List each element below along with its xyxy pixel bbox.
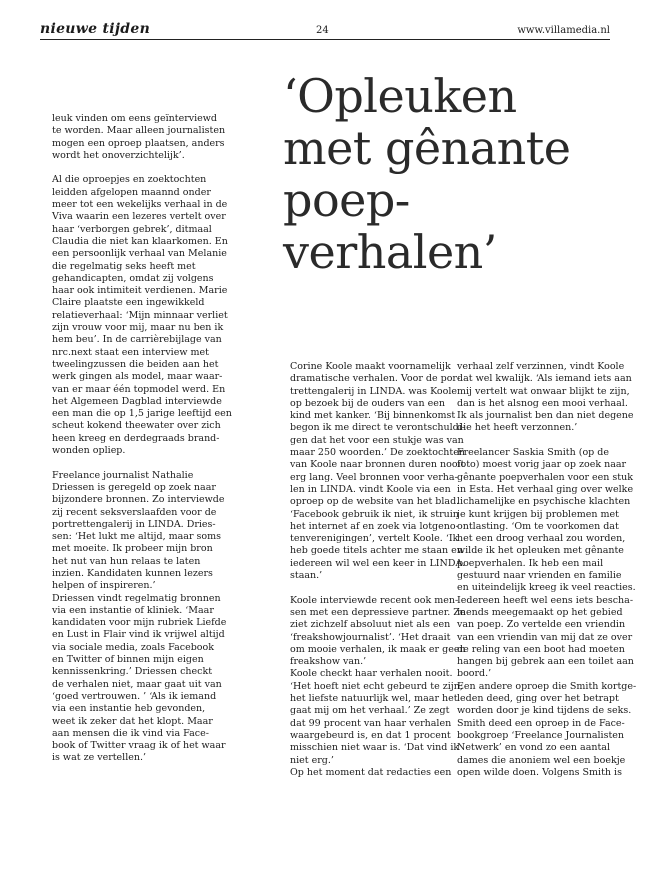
- text-line: het een droog verhaal zou worden,: [457, 533, 626, 545]
- text-line: poepverhalen. Ik heb een mail: [457, 557, 604, 569]
- text-line: om mooie verhalen, ik maak er geen: [290, 643, 466, 655]
- text-line: Koole interviewde recent ook men-: [290, 594, 459, 606]
- article-paragraph: [52, 174, 232, 457]
- text-line: aan mensen die ik vind via Face-: [52, 727, 209, 739]
- text-line: staan.’: [290, 570, 323, 582]
- text-line: sen: ‘Het lukt me altijd, maar soms: [52, 531, 222, 543]
- text-line: haar ook intimiteit verdienen. Marie: [52, 285, 228, 297]
- text-line: ontlasting. ‘Om te voorkomen dat: [457, 520, 619, 532]
- text-line: via sociale media, zoals Facebook: [52, 641, 214, 653]
- text-line: Claudia die niet kan klaarkomen. En: [52, 235, 228, 247]
- magazine-section-title: nieuwe tijden: [40, 21, 151, 37]
- text-line: een man die op 1,5 jarige leeftijd een: [52, 408, 232, 420]
- text-line: gehandicapten, omdat zij volgens: [52, 272, 214, 284]
- text-line: zijn vrouw voor mij, maar nu ben ik: [52, 322, 224, 334]
- text-line: erg lang. Veel bronnen voor verha-: [290, 471, 458, 483]
- text-line: lichamelijke en psychische klachten: [457, 496, 631, 508]
- text-line: tenverenigingen’, vertelt Koole. ‘Ik: [290, 533, 459, 545]
- text-line: Freelancer Saskia Smith (op de: [457, 447, 609, 459]
- text-line: hangen bij gebrek aan een toilet aan: [457, 656, 634, 668]
- text-line: werk gingen als model, maar waar-: [52, 371, 223, 383]
- headline-line: verhalen’: [283, 225, 497, 279]
- header-divider: [40, 39, 610, 40]
- text-line: mij vertelt wat onwaar blijkt te zijn,: [457, 385, 630, 397]
- text-line: heb goede titels achter me staan en: [290, 545, 463, 557]
- text-line: kind met kanker. ‘Bij binnenkomst: [290, 410, 456, 422]
- headline-line: ‘Opleuken: [283, 69, 517, 123]
- text-line: ‘goed vertrouwen. ’ ‘Als ik iemand: [52, 690, 217, 702]
- text-line: de verhalen niet, maar gaat uit van: [52, 678, 222, 690]
- text-line: nrc.next staat een interview met: [52, 346, 209, 358]
- article-paragraph: [290, 361, 466, 582]
- text-line: ziet zichzelf absoluut niet als een: [290, 619, 451, 631]
- text-line: de reling van een boot had moeten: [457, 643, 625, 655]
- text-line: verhaal zelf verzinnen, vindt Koole: [457, 361, 625, 372]
- text-line: Smith deed een oproep in de Face-: [457, 717, 625, 729]
- text-line: bookgroep ‘Freelance Journalisten: [457, 729, 625, 741]
- article-paragraph: [290, 594, 466, 779]
- text-line: niet erg.’: [290, 754, 334, 766]
- text-line: Al die oproepjes en zoektochten: [52, 174, 207, 186]
- text-line: die regelmatig seks heeft met: [52, 260, 196, 272]
- text-line: foto) moest vorig jaar op zoek naar: [457, 459, 627, 471]
- text-line: is wat ze vertellen.’: [52, 752, 147, 764]
- article-headline: [283, 70, 623, 278]
- text-line: inzien. Kandidaten kunnen lezers: [52, 567, 213, 579]
- text-line: gaat mij om het verhaal.’ Ze zegt: [290, 705, 450, 717]
- text-line: freakshow van.’: [290, 656, 367, 668]
- text-line: misschien niet waar is. ‘Dat vind ik: [290, 742, 460, 754]
- text-line: heen kreeg en derdegraads brand-: [52, 432, 220, 444]
- text-line: helpen of inspireren.’: [52, 580, 156, 592]
- text-line: wonden opliep.: [52, 445, 126, 457]
- headline-line: met gênante: [283, 121, 571, 175]
- article-paragraph: [457, 447, 637, 779]
- text-line: wilde ik het opleuken met gênante: [457, 545, 624, 557]
- text-line: Een andere oproep die Smith kortge-: [457, 680, 637, 692]
- text-line: je kunt krijgen bij problemen met: [457, 508, 619, 520]
- text-line: Freelance journalist Nathalie: [52, 469, 194, 481]
- text-line: oproep op de website van het blad.: [290, 496, 460, 508]
- text-line: leuk vinden om eens geïnterviewd: [52, 113, 218, 124]
- text-line: weet ik zeker dat het klopt. Maar: [52, 715, 213, 727]
- text-line: sen met een depressieve partner. Ze: [290, 606, 466, 618]
- text-line: haar ‘verborgen gebrek’, ditmaal: [52, 223, 212, 235]
- text-line: het nut van hun relaas te laten: [52, 555, 201, 567]
- text-line: Driessen vindt regelmatig bronnen: [52, 592, 221, 604]
- headline-line: poep-: [283, 173, 410, 227]
- text-column-1: [52, 113, 232, 765]
- text-line: mends meegemaakt op het gebied: [457, 606, 623, 618]
- text-line: zij recent seksverslaafden voor de: [52, 506, 217, 518]
- text-line: Iedereen heeft wel eens iets beschа-: [457, 594, 634, 606]
- text-line: Koole checkt haar verhalen nooit.: [290, 668, 453, 680]
- text-line: meer tot een wekelijks verhaal in de: [52, 199, 228, 211]
- text-line: en Lust in Flair vind ik vrijwel altijd: [52, 629, 225, 641]
- text-line: dan is het alsnog een mooi verhaal.: [457, 397, 628, 409]
- text-line: portrettengalerij in LINDA. Dries-: [52, 518, 216, 530]
- text-line: Claire plaatste een ingewikkeld: [52, 297, 205, 309]
- text-line: ‘freakshowjournalist’. ‘Het draait: [290, 631, 451, 643]
- text-line: en Twitter of binnen mijn eigen: [52, 654, 204, 666]
- text-line: gestuurd naar vrienden en familie: [457, 570, 622, 582]
- text-line: ‘Het hoeft niet echt gebeurd te zijn,: [290, 680, 463, 692]
- text-line: iedereen wil wel een keer in LINDA.: [290, 557, 466, 569]
- text-line: hem beu’. In de carrièrebijlage van: [52, 334, 222, 346]
- text-line: leidden afgelopen maannd onder: [52, 186, 211, 198]
- website-url: www.villamedia.nl: [517, 25, 610, 36]
- text-line: Driessen is geregeld op zoek naar: [52, 481, 216, 493]
- text-line: een persoonlijk verhaal van Melanie: [52, 248, 227, 260]
- article-paragraph: [457, 361, 634, 435]
- text-line: via een instantie heb gevonden,: [52, 703, 206, 715]
- text-line: Viva waarin een lezeres vertelt over: [52, 211, 226, 223]
- text-line: op bezoek bij de ouders van een: [290, 397, 445, 409]
- text-line: het Algemeen Dagblad interviewde: [52, 395, 222, 407]
- text-line: Corine Koole maakt voornamelijk: [290, 361, 451, 372]
- text-line: leden deed, ging over het betrapt: [457, 693, 619, 705]
- text-line: ‘Facebook gebruik ik niet, ik struin: [290, 508, 459, 520]
- text-line: tweelingzussen die beiden aan het: [52, 358, 219, 370]
- page-number: 24: [316, 25, 329, 36]
- text-line: scheut kokend theewater over zich: [52, 420, 221, 432]
- text-line: worden door je kind tijdens de seks.: [457, 705, 632, 717]
- text-line: met moeite. Ik probeer mijn bron: [52, 543, 213, 555]
- text-line: len in LINDA. vindt Koole via een: [290, 483, 451, 495]
- text-line: gen dat het voor een stukje was van: [290, 434, 464, 446]
- text-line: van er maar één topmodel werd. En: [52, 383, 226, 395]
- text-line: gênante poepverhalen voor een stuk: [457, 471, 633, 483]
- text-line: waargebeurd is, en dat 1 procent: [290, 729, 451, 741]
- text-line: dames die anoniem wel een boekje: [457, 754, 626, 766]
- text-line: die het heeft verzonnen.’: [457, 422, 578, 434]
- text-line: in Esta. Het verhaal ging over welke: [457, 483, 634, 495]
- text-line: Op het moment dat redacties een: [290, 766, 452, 778]
- article-paragraph: [52, 470, 232, 765]
- text-line: van een vriendin van mij dat ze over: [457, 631, 633, 643]
- text-line: het liefste natuurlijk wel, maar het: [290, 693, 458, 705]
- article-paragraph: [52, 113, 232, 162]
- text-line: begon ik me direct te verontschuldi-: [290, 422, 465, 434]
- text-line: Ik als journalist ben dan niet degene: [457, 410, 634, 422]
- text-line: dramatische verhalen. Voor de por-: [290, 373, 461, 385]
- text-line: wordt het onoverzichtelijk’.: [52, 149, 185, 161]
- text-line: book of Twitter vraag ik of het waar: [52, 740, 226, 752]
- text-line: Netwerk’ en vond zo een aantal: [457, 742, 611, 754]
- text-line: te worden. Maar alleen journalisten: [52, 125, 226, 137]
- text-column-2: [290, 361, 466, 779]
- text-line: open wilde doen. Volgens Smith is: [457, 766, 622, 778]
- text-line: dat wel kwalijk. ‘Als iemand iets aan: [457, 373, 632, 385]
- text-line: via een instantie of kliniek. ‘Maar: [52, 604, 214, 616]
- text-line: mogen een oproep plaatsen, anders: [52, 137, 225, 149]
- text-line: kennissenkring.’ Driessen checkt: [52, 666, 213, 678]
- text-line: bijzondere bronnen. Zo interviewde: [52, 494, 225, 506]
- text-line: kandidaten voor mijn rubriek Liefde: [52, 617, 227, 629]
- text-line: van Koole naar bronnen duren nooit: [290, 459, 465, 471]
- text-line: maar 250 woorden.’ De zoektochten: [290, 447, 465, 459]
- text-line: van poep. Zo vertelde een vriendin: [457, 619, 626, 631]
- text-line: dat 99 procent van haar verhalen: [290, 717, 452, 729]
- text-line: trettengalerij in LINDA. was Koole: [290, 385, 458, 397]
- text-line: het internet af en zoek via lotgeno-: [290, 520, 459, 532]
- text-line: en uiteindelijk kreeg ik veel reacties.: [457, 582, 636, 594]
- text-line: boord.’: [457, 668, 492, 680]
- text-column-3: [457, 361, 637, 779]
- text-line: relatieverhaal: ‘Mijn minnaar verliet: [52, 309, 228, 321]
